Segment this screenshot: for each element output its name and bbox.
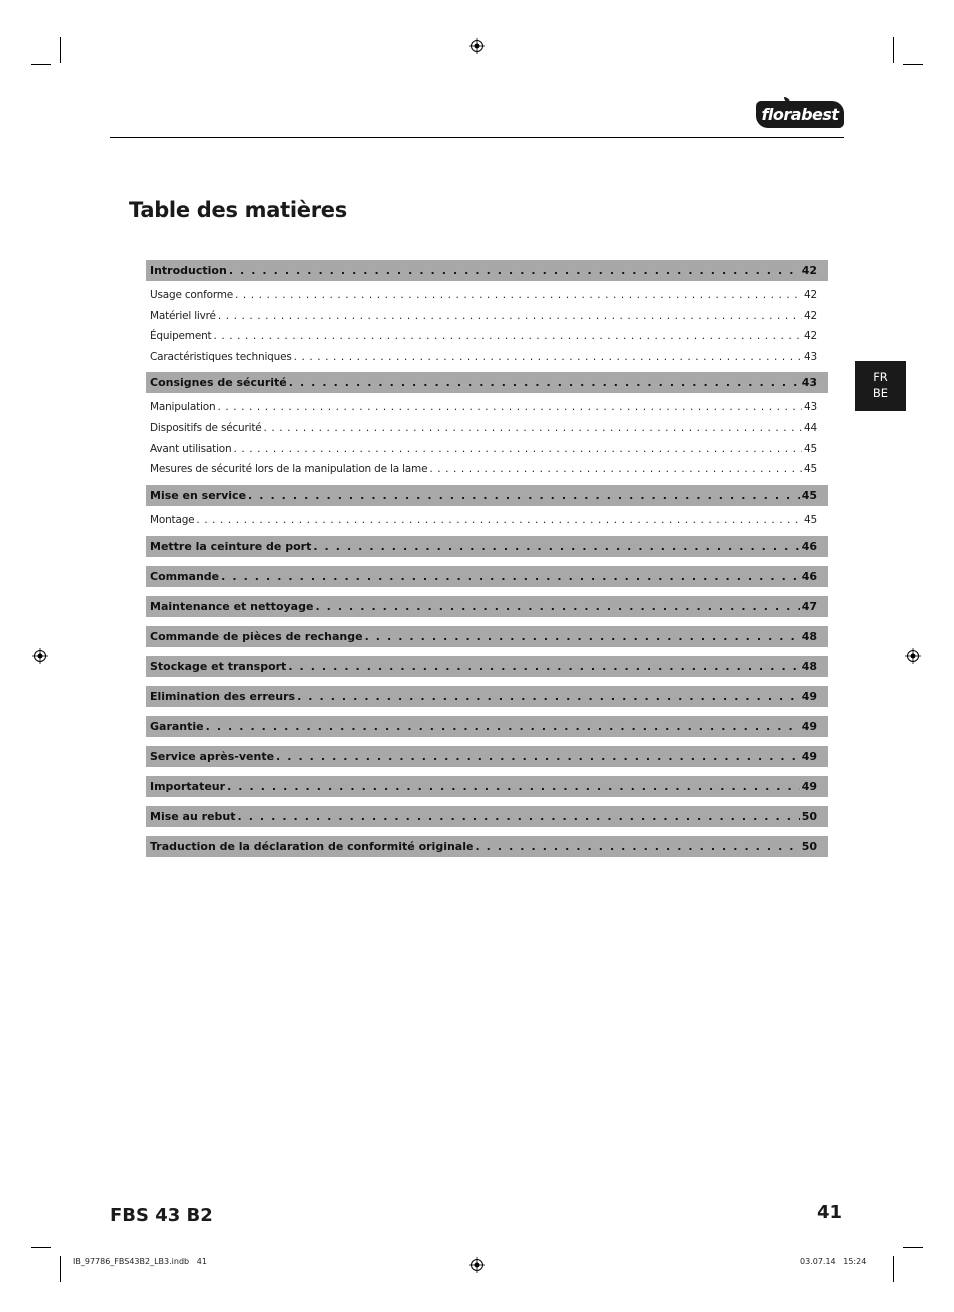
registration-mark-icon (905, 648, 921, 664)
toc-page-number: 45 (804, 513, 817, 526)
toc-item[interactable] (146, 396, 828, 417)
leader-dots (229, 260, 800, 281)
language-code: FR (873, 370, 888, 384)
leader-dots (213, 325, 802, 346)
toc-page-number: 46 (801, 540, 817, 554)
toc-section-title: Elimination des erreurs (150, 690, 296, 704)
toc-section-title: Mettre la ceinture de port (150, 540, 312, 554)
toc-section[interactable] (146, 836, 828, 857)
toc-page-number: 45 (801, 488, 817, 502)
toc-item-title: Avant utilisation (150, 442, 232, 455)
toc-item[interactable] (146, 509, 828, 530)
page-number: 41 (817, 1202, 843, 1223)
florabest-logo: florabest (756, 101, 844, 128)
toc-item[interactable] (146, 325, 828, 346)
crop-mark (903, 64, 923, 65)
toc-item-title: Manipulation (150, 401, 216, 414)
language-tab (855, 361, 906, 411)
leader-dots (233, 438, 802, 459)
leader-dots (475, 836, 799, 857)
toc-section-title: Commande de pièces de rechange (150, 630, 363, 644)
crop-mark (31, 64, 51, 65)
toc-item[interactable] (146, 417, 828, 438)
toc-page-number: 43 (801, 376, 817, 390)
leader-dots (294, 346, 802, 367)
leader-dots (217, 396, 802, 417)
toc-page-number: 46 (801, 570, 817, 584)
toc-item[interactable] (146, 438, 828, 459)
toc-page-number: 45 (804, 442, 817, 455)
toc-item[interactable] (146, 284, 828, 305)
table-of-contents (146, 260, 828, 857)
toc-page-number: 43 (804, 401, 817, 414)
toc-item[interactable] (146, 346, 828, 367)
toc-page-number: 49 (801, 720, 817, 734)
toc-page-number: 44 (804, 421, 817, 434)
toc-page-number: 42 (804, 289, 817, 301)
toc-page-number: 42 (801, 264, 817, 277)
toc-item[interactable] (146, 458, 828, 479)
leader-dots (276, 746, 800, 767)
toc-page-number: 50 (801, 810, 817, 824)
toc-page-number: 42 (804, 330, 817, 343)
toc-section[interactable] (146, 536, 828, 557)
crop-mark (893, 1256, 894, 1282)
toc-page-number: 49 (801, 690, 817, 704)
page-title: Table des matières (129, 198, 347, 222)
toc-item-title: Usage conforme (150, 289, 234, 301)
registration-mark-icon (32, 648, 48, 664)
leader-dots (429, 458, 802, 479)
toc-item-title: Dispositifs de sécurité (150, 421, 262, 434)
toc-page-number: 49 (801, 780, 817, 794)
registration-mark-icon (469, 1257, 485, 1273)
toc-section-title: Consignes de sécurité (150, 376, 287, 390)
toc-page-number: 49 (801, 750, 817, 764)
leader-dots (288, 656, 799, 677)
toc-page-number: 50 (801, 840, 817, 854)
registration-mark-icon (469, 38, 485, 54)
toc-section[interactable] (146, 372, 828, 393)
toc-section-title: Garantie (150, 720, 204, 734)
leader-dots (235, 284, 802, 305)
leader-dots (227, 776, 800, 797)
leader-dots (221, 566, 800, 587)
toc-page-number: 47 (801, 600, 817, 614)
leader-dots (248, 485, 800, 506)
leader-dots (365, 626, 800, 647)
toc-section[interactable] (146, 260, 828, 281)
toc-section-title: Commande (150, 570, 220, 584)
toc-item-title: Montage (150, 513, 195, 526)
leader-dots (196, 509, 802, 530)
toc-page-number: 48 (801, 660, 817, 674)
crop-mark (60, 1256, 61, 1282)
toc-section-title: Traduction de la déclaration de conformité originale (150, 840, 474, 854)
leader-dots (289, 372, 800, 393)
toc-section-title: Importateur (150, 780, 226, 794)
leader-dots (264, 417, 803, 438)
toc-section-title: Stockage et transport (150, 660, 287, 674)
crop-mark (31, 1247, 51, 1248)
toc-section[interactable] (146, 485, 828, 506)
toc-section[interactable] (146, 656, 828, 677)
toc-item-title: Caractéristiques techniques (150, 350, 292, 363)
toc-item[interactable] (146, 305, 828, 326)
toc-section[interactable] (146, 566, 828, 587)
leader-dots (206, 716, 800, 737)
leader-dots (313, 536, 799, 557)
print-slug-file: IB_97786_FBS43B2_LB3.indb 41 (73, 1257, 207, 1266)
crop-mark (893, 37, 894, 63)
toc-section-title: Maintenance et nettoyage (150, 600, 314, 614)
toc-page-number: 45 (804, 463, 817, 476)
toc-section-title: Mise en service (150, 488, 247, 502)
toc-page-number: 43 (804, 350, 817, 363)
toc-item-title: Équipement (150, 330, 212, 343)
crop-mark (903, 1247, 923, 1248)
leader-dots (315, 596, 799, 617)
toc-section-title: Service après-vente (150, 750, 275, 764)
crop-mark (60, 37, 61, 63)
leader-dots (297, 686, 800, 707)
toc-section-title: Introduction (150, 264, 227, 277)
print-slug-date: 03.07.14 15:24 (800, 1257, 867, 1266)
leaf-icon (784, 97, 790, 103)
toc-section-title: Mise au rebut (150, 810, 236, 824)
toc-section[interactable] (146, 596, 828, 617)
leader-dots (238, 806, 800, 827)
toc-section[interactable] (146, 776, 828, 797)
toc-item-title: Matériel livré (150, 309, 216, 322)
toc-page-number: 48 (801, 630, 817, 644)
toc-page-number: 42 (804, 309, 817, 322)
toc-section[interactable] (146, 716, 828, 737)
toc-section[interactable] (146, 626, 828, 647)
country-code: BE (872, 386, 889, 400)
toc-section[interactable] (146, 686, 828, 707)
leader-dots (218, 305, 802, 326)
toc-section[interactable] (146, 746, 828, 767)
toc-item-title: Mesures de sécurité lors de la manipulation de la lame (150, 463, 428, 476)
toc-section[interactable] (146, 806, 828, 827)
model-name: FBS 43 B2 (110, 1205, 213, 1226)
header-rule (110, 137, 844, 138)
